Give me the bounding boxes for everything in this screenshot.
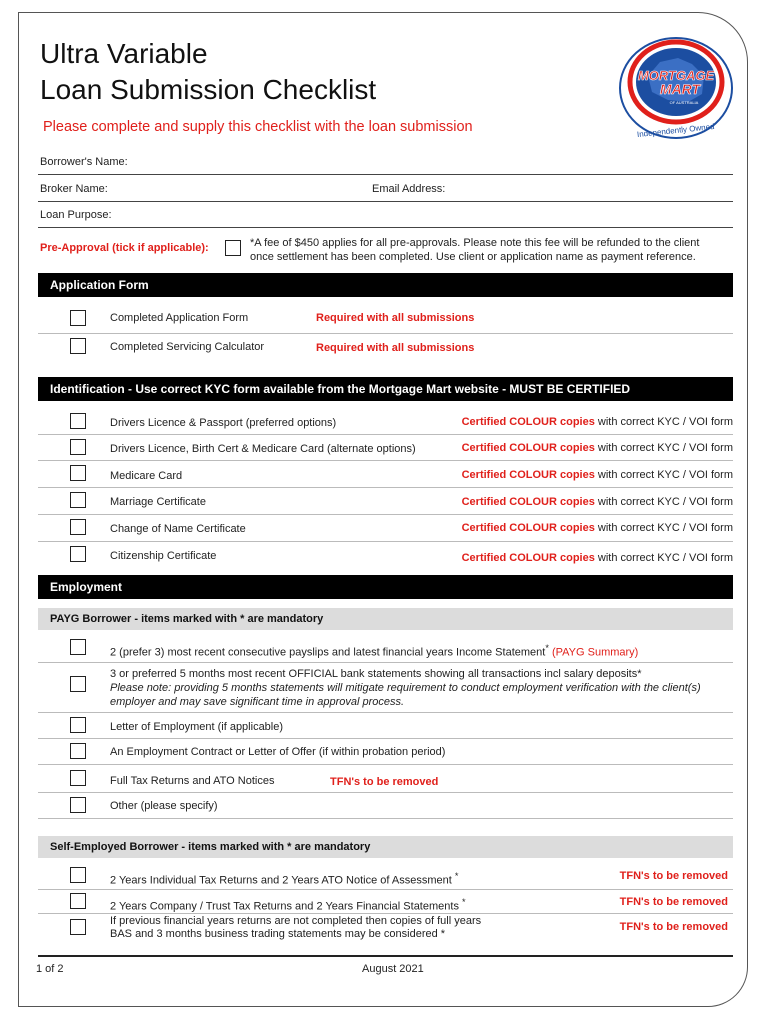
payg-heading: PAYG Borrower - items marked with * are mandatory (38, 608, 733, 630)
certified-note: Certified COLOUR copies with correct KYC / VOI form (461, 469, 733, 481)
payg-item-1: 2 (prefer 3) most recent consecutive payslips and latest financial years Income Statement* (PAYG Summary) (110, 643, 639, 659)
application-form-item: Completed Application Form (110, 312, 249, 324)
row-divider (38, 514, 733, 515)
loan-purpose-label: Loan Purpose: (40, 209, 112, 221)
required-note: Required with all submissions (316, 312, 475, 324)
identification-heading: Identification - Use correct KYC form available from the Mortgage Mart website - MUST BE CERTIFIED (38, 377, 733, 401)
payg-checkbox-1[interactable] (70, 639, 86, 655)
page-title: Ultra Variable Loan Submission Checklist (40, 38, 377, 105)
self-employed-heading: Self-Employed Borrower - items marked with * are mandatory (38, 836, 733, 858)
id-item-4: Marriage Certificate (110, 496, 206, 508)
certified-note: Certified COLOUR copies with correct KYC / VOI form (461, 552, 733, 564)
tfn-note: TFN's to be removed (330, 776, 439, 788)
self-employed-checkbox-2[interactable] (70, 893, 86, 909)
self-employed-item-2: 2 Years Company / Trust Tax Returns and 2 Years Financial Statements * (110, 897, 466, 913)
row-divider (38, 460, 733, 461)
logo-sub-text: OF AUSTRALIA (669, 100, 699, 105)
row-divider (38, 889, 733, 890)
id-checkbox-4[interactable] (70, 492, 86, 508)
tfn-note: TFN's to be removed (619, 921, 728, 933)
id-checkbox-6[interactable] (70, 546, 86, 562)
certified-note: Certified COLOUR copies with correct KYC / VOI form (461, 442, 733, 454)
broker-email-line[interactable] (38, 201, 733, 202)
self-employed-item-1: 2 Years Individual Tax Returns and 2 Years ATO Notice of Assessment * (110, 871, 459, 887)
servicing-calculator-item: Completed Servicing Calculator (110, 341, 265, 353)
payg-item-6: Other (please specify) (110, 800, 218, 812)
id-item-5: Change of Name Certificate (110, 523, 246, 535)
payg-checkbox-6[interactable] (70, 797, 86, 813)
payg-item-4: An Employment Contract or Letter of Offer (if within probation period) (110, 746, 446, 758)
row-divider (38, 333, 733, 334)
certified-note: Certified COLOUR copies with correct KYC / VOI form (461, 496, 733, 508)
pre-approval-label: Pre-Approval (tick if applicable): (40, 242, 209, 254)
footer-rule (38, 955, 733, 957)
id-item-3: Medicare Card (110, 470, 183, 482)
payg-checkbox-4[interactable] (70, 743, 86, 759)
self-employed-item-3: If previous financial years returns are not completed then copies of full years BAS and 3 months business trading statements may be considered * (110, 915, 482, 940)
id-checkbox-1[interactable] (70, 413, 86, 429)
page-number: 1 of 2 (36, 963, 64, 975)
subtitle: Please complete and supply this checklist with the loan submission (43, 119, 473, 135)
id-item-2: Drivers Licence, Birth Cert & Medicare Card (alternate options) (110, 443, 416, 455)
borrower-name-line[interactable] (38, 174, 733, 175)
required-note: Required with all submissions (316, 342, 475, 354)
id-checkbox-5[interactable] (70, 519, 86, 535)
tfn-note: TFN's to be removed (619, 896, 728, 908)
tfn-note: TFN's to be removed (619, 870, 728, 882)
servicing-calculator-checkbox[interactable] (70, 338, 86, 354)
pre-approval-note: *A fee of $450 applies for all pre-approvals. Please note this fee will be refunded to the client once settlement has been completed. Use client or application name as payment reference. (250, 237, 700, 263)
row-divider (38, 541, 733, 542)
application-form-checkbox[interactable] (70, 310, 86, 326)
application-form-heading: Application Form (38, 273, 733, 297)
row-divider (38, 434, 733, 435)
certified-note: Certified COLOUR copies with correct KYC / VOI form (461, 416, 733, 428)
certified-note: Certified COLOUR copies with correct KYC / VOI form (461, 522, 733, 534)
self-employed-checkbox-1[interactable] (70, 867, 86, 883)
row-divider (38, 738, 733, 739)
row-divider (38, 818, 733, 819)
id-item-6: Citizenship Certificate (110, 550, 217, 562)
id-item-1: Drivers Licence & Passport (preferred options) (110, 417, 337, 429)
row-divider (38, 712, 733, 713)
row-divider (38, 792, 733, 793)
payg-checkbox-5[interactable] (70, 770, 86, 786)
id-checkbox-3[interactable] (70, 465, 86, 481)
payg-item-5: Full Tax Returns and ATO Notices (110, 775, 275, 787)
borrower-name-label: Borrower's Name: (40, 156, 128, 168)
employment-heading: Employment (38, 575, 733, 599)
id-checkbox-2[interactable] (70, 439, 86, 455)
row-divider (38, 913, 733, 914)
payg-item-3: Letter of Employment (if applicable) (110, 721, 284, 733)
row-divider (38, 662, 733, 663)
broker-name-label: Broker Name: (40, 183, 108, 195)
logo-brand-line2: MART (659, 81, 701, 97)
email-address-label: Email Address: (372, 183, 446, 195)
pre-approval-checkbox[interactable] (225, 240, 241, 256)
self-employed-checkbox-3[interactable] (70, 919, 86, 935)
payg-checkbox-3[interactable] (70, 717, 86, 733)
loan-purpose-line[interactable] (38, 227, 733, 228)
logo-brand-line1: MORTGAGE (637, 68, 715, 83)
payg-item-2: 3 or preferred 5 months most recent OFFICIAL bank statements showing all transactions incl salary deposits* Please note: providing 5 months statements will mitigate requirement to conduct employment verification with the client(s) employer and may save significant time in approval process. (110, 668, 701, 708)
row-divider (38, 487, 733, 488)
mortgage-mart-logo (618, 36, 734, 140)
logo-ring-text: Independently Owned (636, 121, 715, 140)
row-divider (38, 764, 733, 765)
payg-checkbox-2[interactable] (70, 676, 86, 692)
footer-date: August 2021 (362, 963, 424, 975)
